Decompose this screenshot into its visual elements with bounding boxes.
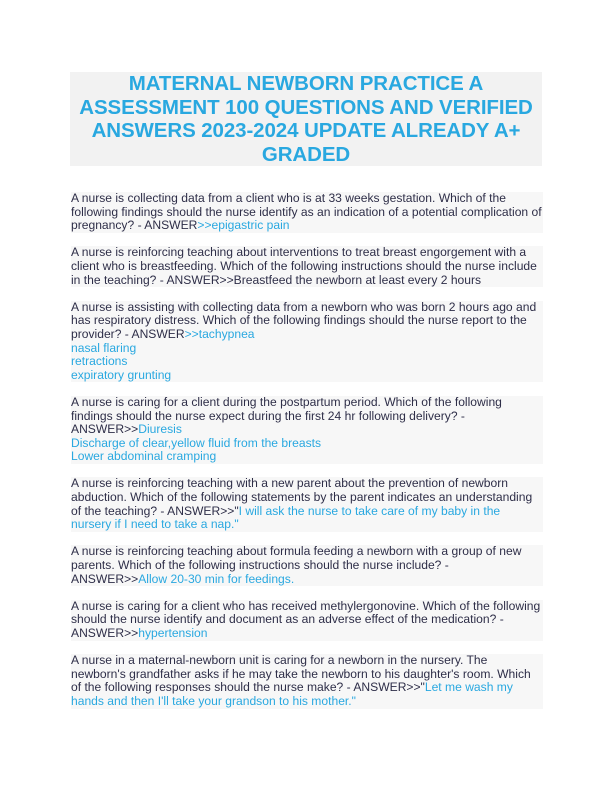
answer-line: nasal flaring [71,340,137,355]
question-line: newborn's grandfather asks if he may take the newborn to his daughter's room. Which [71,666,531,681]
question-line: of the following responses should the nurse make? - ANSWER>>" [71,680,425,695]
question-line: A nurse is assisting with collecting data from a newborn who was born 2 hours ago and [71,299,537,314]
question-line: ANSWER>> [71,626,139,640]
qa-item [71,396,543,464]
qa-item [71,477,543,531]
question-line: A nurse is reinforcing teaching about formula feeding a newborn with a group of new [71,544,522,559]
answer-line: hands and then I'll take your grandson to his mother." [71,693,356,708]
qa-item [71,246,543,287]
question-line: A nurse is reinforcing teaching with a new parent about the prevention of newborn [71,476,508,491]
qa-item [71,192,543,233]
answer-text: >>epigastric pain [197,218,290,233]
question-line: abduction. Which of the following statements by the parent indicates an understanding [71,490,533,505]
qa-item [71,301,543,383]
question-line: pregnancy? - ANSWER [71,218,198,233]
question-line: should the nurse identify and document as an adverse effect of the medication? - [71,612,504,627]
question-line: A nurse is caring for a client during the postpartum period. Which of the following [71,394,502,409]
question-line: following findings should the nurse identify as an indication of a potential complication of [71,204,542,219]
question-line: ANSWER>> [71,422,139,437]
qa-item [71,600,543,641]
qa-item [71,654,543,708]
question-line: A nurse is caring for a client who has received methylergonovine. Which of the following [71,598,541,613]
question-line: A nurse in a maternal-newborn unit is caring for a newborn in the nursery. The [71,653,488,668]
answer-text: Allow 20-30 min for feedings. [138,571,295,586]
question-line: parents. Which of the following instructions should the nurse include? - [71,558,449,573]
answer-text: >>tachypnea [184,326,255,341]
answer-line: retractions [71,354,128,369]
question-line: of the teaching? - ANSWER>>" [71,503,239,518]
answer-text: Diuresis [138,422,182,437]
question-line: provider? - ANSWER [71,326,185,341]
qa-list [71,192,543,722]
answer-line: Discharge of clear,yellow fluid from the breasts [71,435,322,450]
document-title: MATERNAL NEWBORN PRACTICE A ASSESSMENT 100 QUESTIONS AND VERIFIED ANSWERS 2023-2024 UPDATE ALREADY A+ GRADED [79,72,533,166]
answer-text: Let me wash my [424,680,513,695]
answer-line: nursery if I need to take a nap." [71,517,239,532]
answer-text: hypertension [138,626,208,640]
question-line: findings should the nurse expect during the first 24 hr following delivery? - [71,408,465,423]
question-line: in the teaching? - ANSWER>>Breastfeed the newborn at least every 2 hours [71,272,482,287]
qa-item [71,545,543,586]
question-line: A nurse is reinforcing teaching about interventions to treat breast engorgement with a [71,245,527,260]
answer-line: Lower abdominal cramping [71,449,217,464]
question-line: client who is breastfeeding. Which of the following instructions should the nurse include [71,258,537,273]
question-line: ANSWER>> [71,571,139,586]
answer-text: I will ask the nurse to take care of my baby in the [238,503,501,518]
question-line: has respiratory distress. Which of the following findings should the nurse report to the [71,313,527,328]
answer-line: expiratory grunting [71,367,172,382]
question-line: A nurse is collecting data from a client who is at 33 weeks gestation. Which of the [71,191,506,205]
title-box [70,72,542,166]
